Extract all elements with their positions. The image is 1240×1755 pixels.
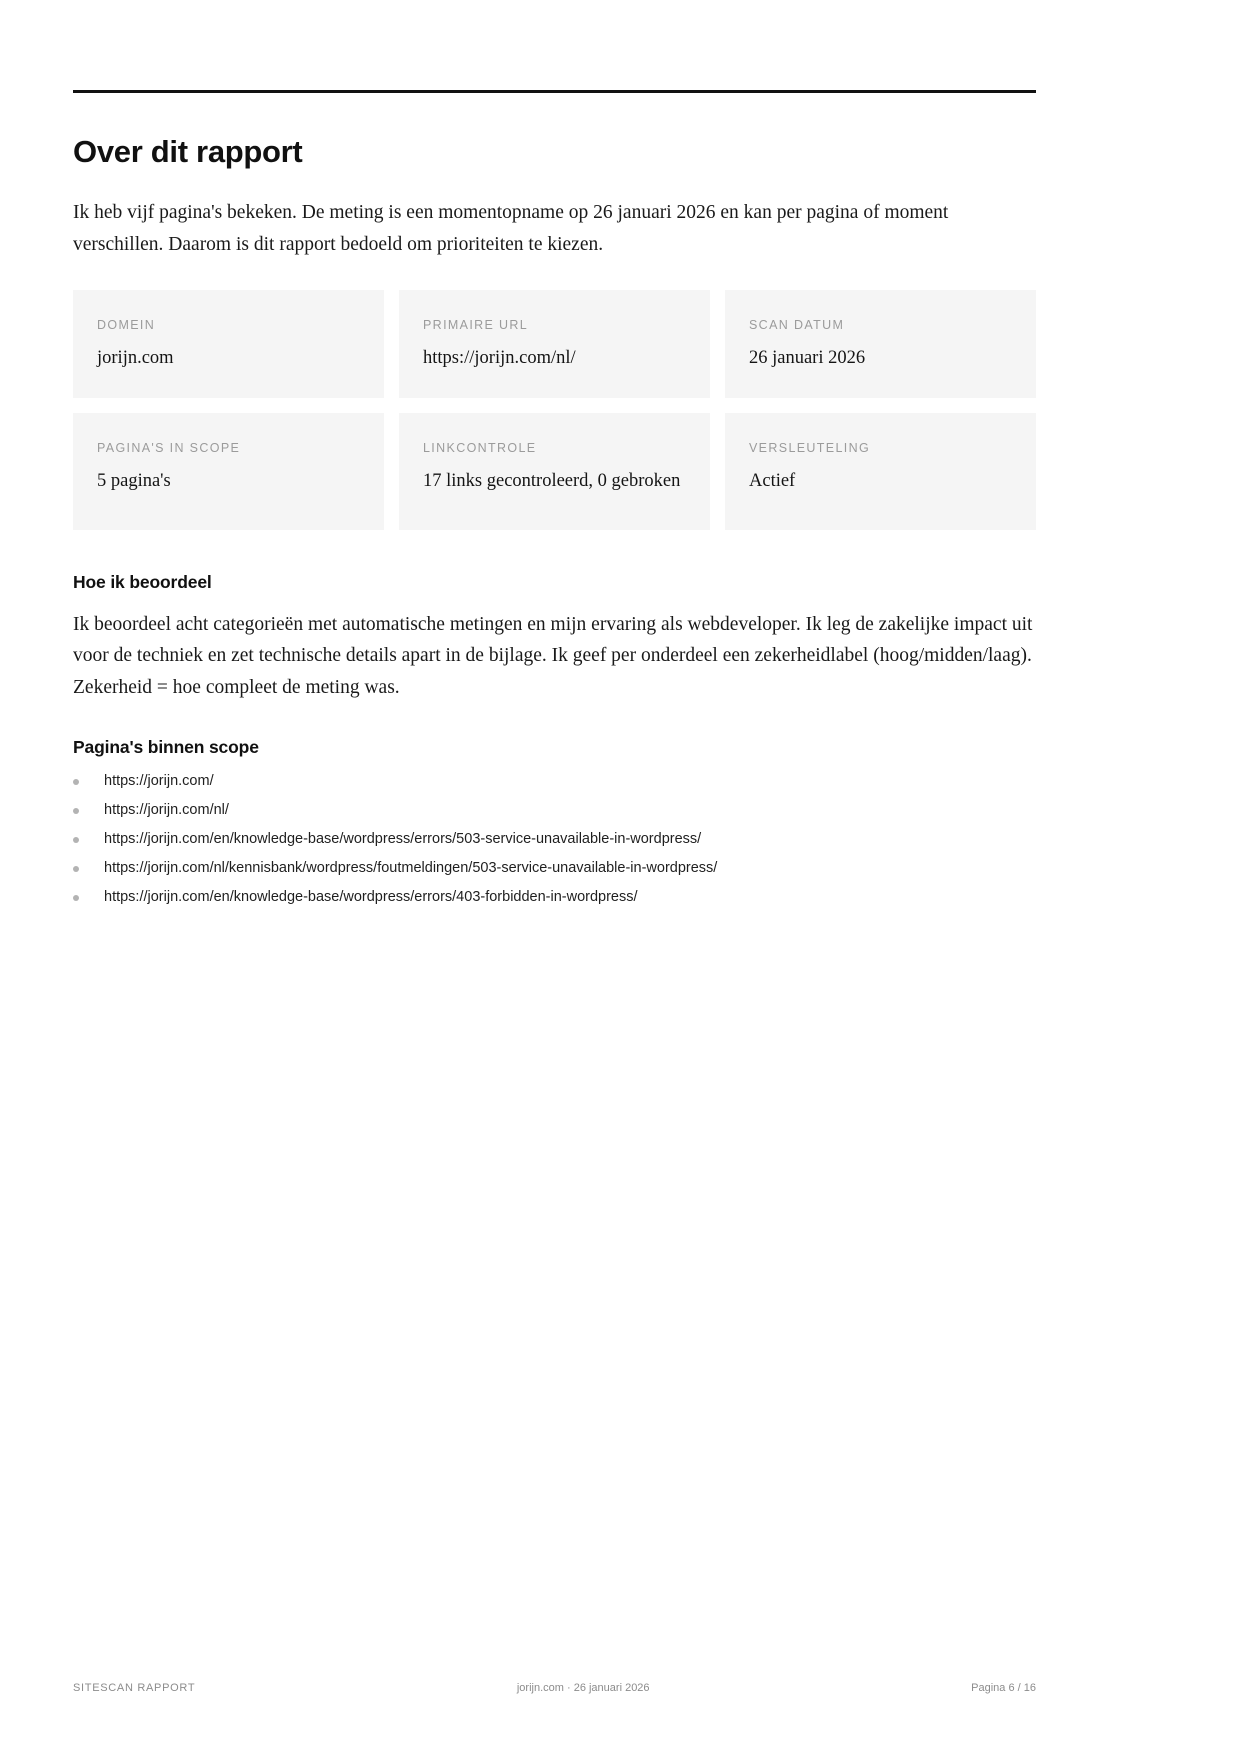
info-card-paginas-in-scope	[73, 413, 384, 530]
list-item	[73, 772, 1036, 791]
list-item	[73, 888, 1036, 907]
card-value: https://jorijn.com/nl/	[423, 348, 576, 369]
section-heading-paginas-binnen-scope: Pagina's binnen scope	[73, 737, 259, 758]
footer-site-date: jorijn.com · 26 januari 2026	[516, 1682, 650, 1694]
page-title: Over dit rapport	[73, 134, 303, 169]
page-content	[73, 90, 1036, 916]
page-footer	[73, 1682, 1036, 1694]
footer-report-name: SITESCAN RAPPORT	[73, 1682, 196, 1694]
card-value: Actief	[749, 470, 796, 491]
bullet-icon	[73, 808, 79, 814]
info-card-scan-datum	[725, 290, 1036, 397]
url-text: https://jorijn.com/	[104, 773, 214, 790]
list-item	[73, 830, 1036, 849]
card-value: 17 links gecontroleerd, 0 gebroken	[423, 470, 681, 491]
info-card-linkcontrole	[399, 413, 710, 530]
bullet-icon	[73, 779, 79, 785]
bullet-icon	[73, 895, 79, 901]
info-card-versleuteling	[725, 413, 1036, 530]
card-label: DOMEIN	[97, 318, 156, 333]
bullet-icon	[73, 866, 79, 872]
url-text: https://jorijn.com/en/knowledge-base/wordpress/errors/503-service-unavailable-in-wordpress/	[104, 830, 702, 847]
card-label: LINKCONTROLE	[423, 440, 537, 455]
card-value: 5 pagina's	[97, 470, 171, 491]
card-label: SCAN DATUM	[749, 318, 845, 333]
url-text: https://jorijn.com/nl/kennisbank/wordpress/foutmeldingen/503-service-unavailable-in-wordpress/	[104, 859, 718, 876]
bullet-icon	[73, 837, 79, 843]
card-value: 26 januari 2026	[749, 348, 866, 369]
intro-paragraph: Ik heb vijf pagina's bekeken. De meting is een momentopname op 26 januari 2026 en kan per pagina of moment verschillen. Daarom is dit rapport bedoeld om prioriteiten te kiezen.	[73, 202, 949, 255]
card-label: PRIMAIRE URL	[423, 318, 529, 333]
list-item	[73, 859, 1036, 878]
footer-page-number: Pagina 6 / 16	[971, 1682, 1036, 1694]
top-divider-rule	[73, 90, 1036, 93]
card-label: VERSLEUTELING	[749, 440, 871, 455]
card-label: PAGINA'S IN SCOPE	[97, 440, 241, 455]
card-value: jorijn.com	[97, 348, 174, 369]
info-card-primaire-url	[399, 290, 710, 397]
url-text: https://jorijn.com/en/knowledge-base/wordpress/errors/403-forbidden-in-wordpress/	[104, 888, 638, 905]
scope-url-list	[73, 772, 1036, 906]
section-heading-hoe-ik-beoordeel: Hoe ik beoordeel	[73, 571, 212, 592]
url-text: https://jorijn.com/nl/	[104, 802, 229, 819]
list-item	[73, 801, 1036, 820]
info-card-domein	[73, 290, 384, 397]
summary-card-grid	[73, 290, 1036, 529]
method-paragraph: Ik beoordeel acht categorieën met automatische metingen en mijn ervaring als webdeveloper. Ik leg de zakelijke impact uit voor de techniek en zet technische details apart in de bijlage. Ik geef per onderdeel een zekerheidlabel (hoog/midden/laag). Zekerheid = hoe compleet de meting was.	[73, 613, 1033, 698]
